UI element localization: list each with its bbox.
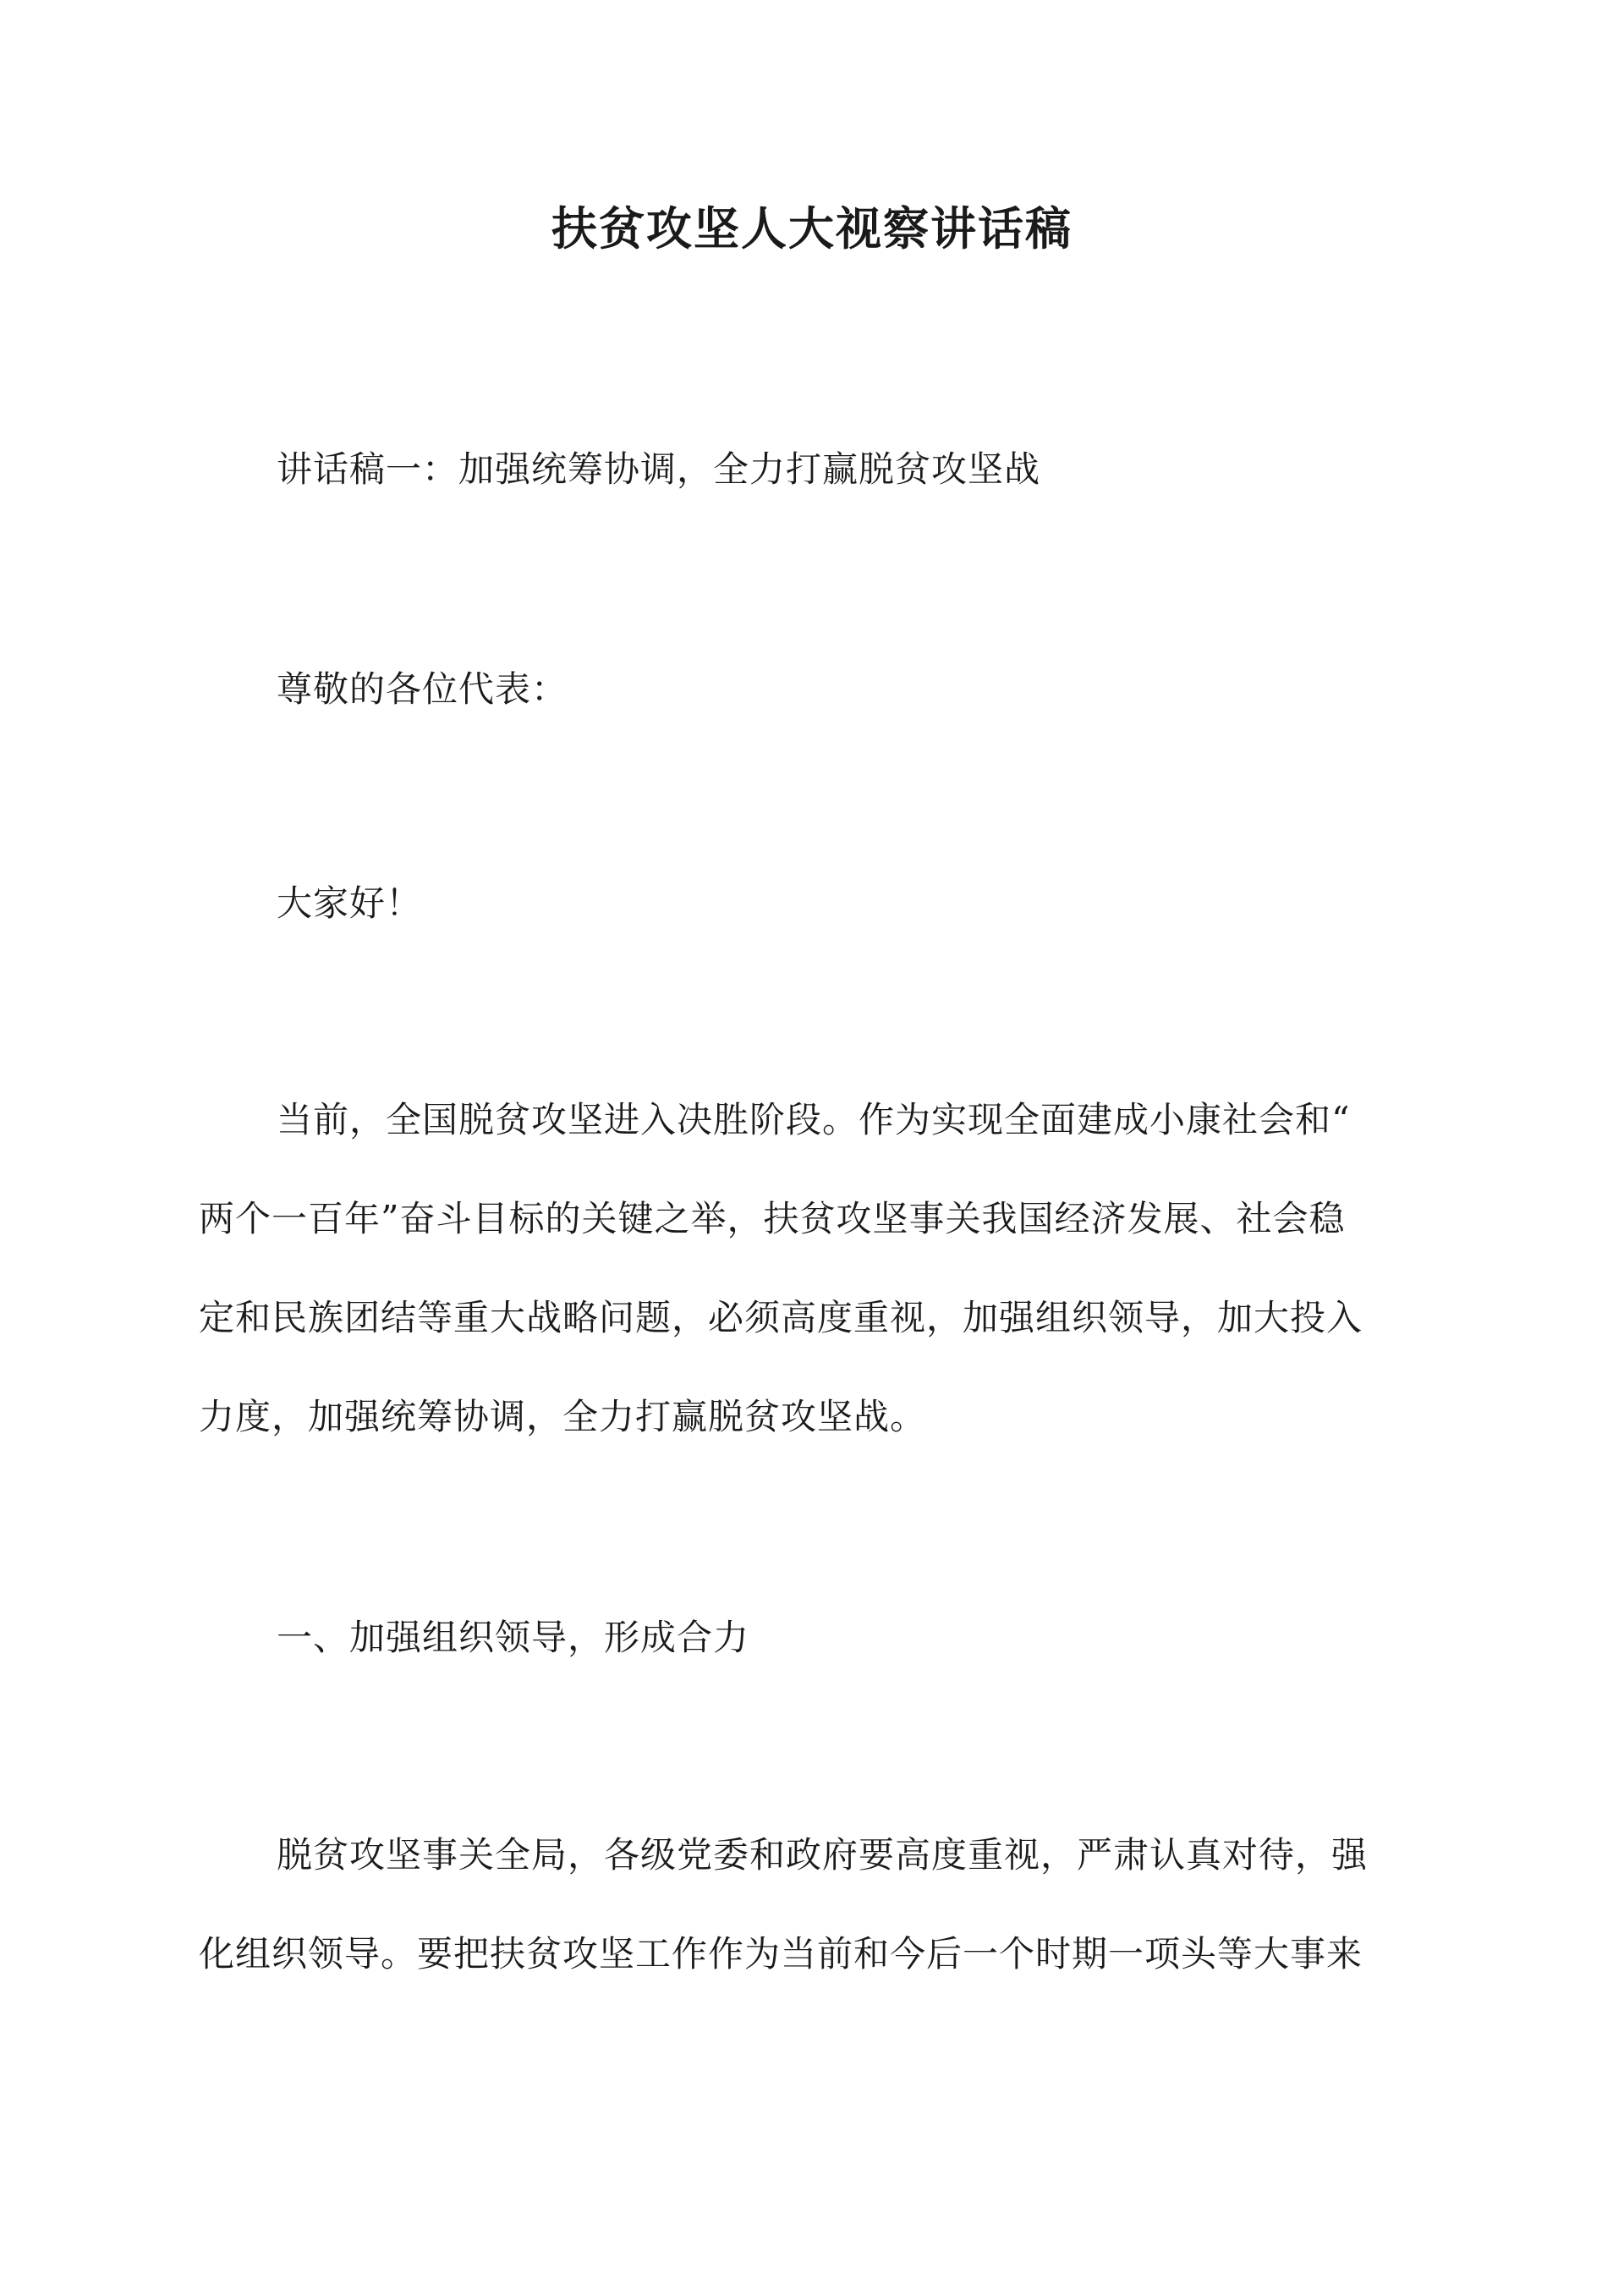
greeting: 大家好！ [277, 882, 423, 924]
speech-subtitle: 讲话稿一：加强统筹协调，全力打赢脱贫攻坚战 [277, 448, 1041, 490]
document-title: 扶贫攻坚人大视察讲话稿 [551, 201, 1073, 255]
paragraph-line: 两个一百年”奋斗目标的关键之举，扶贫攻坚事关我国经济发展、社会稳 [199, 1198, 1346, 1239]
paragraph-section-one [199, 1830, 1434, 2028]
paragraph-line: 定和民族团结等重大战略问题，必须高度重视，加强组织领导，加大投入 [199, 1297, 1363, 1338]
paragraph-line: 化组织领导。要把扶贫攻坚工作作为当前和今后一个时期一项头等大事来 [199, 1933, 1363, 1975]
paragraph-line: 脱贫攻坚事关全局，各级党委和政府要高度重视，严肃认真对待，强 [277, 1834, 1369, 1876]
paragraph-line: 当前，全国脱贫攻坚进入决胜阶段。作为实现全面建成小康社会和“ [277, 1099, 1351, 1140]
paragraph-intro [199, 1095, 1434, 1491]
paragraph-line: 力度，加强统筹协调，全力打赢脱贫攻坚战。 [199, 1396, 927, 1437]
section-heading: 一、加强组织领导，形成合力 [277, 1617, 750, 1658]
salutation: 尊敬的各位代表： [277, 668, 568, 710]
